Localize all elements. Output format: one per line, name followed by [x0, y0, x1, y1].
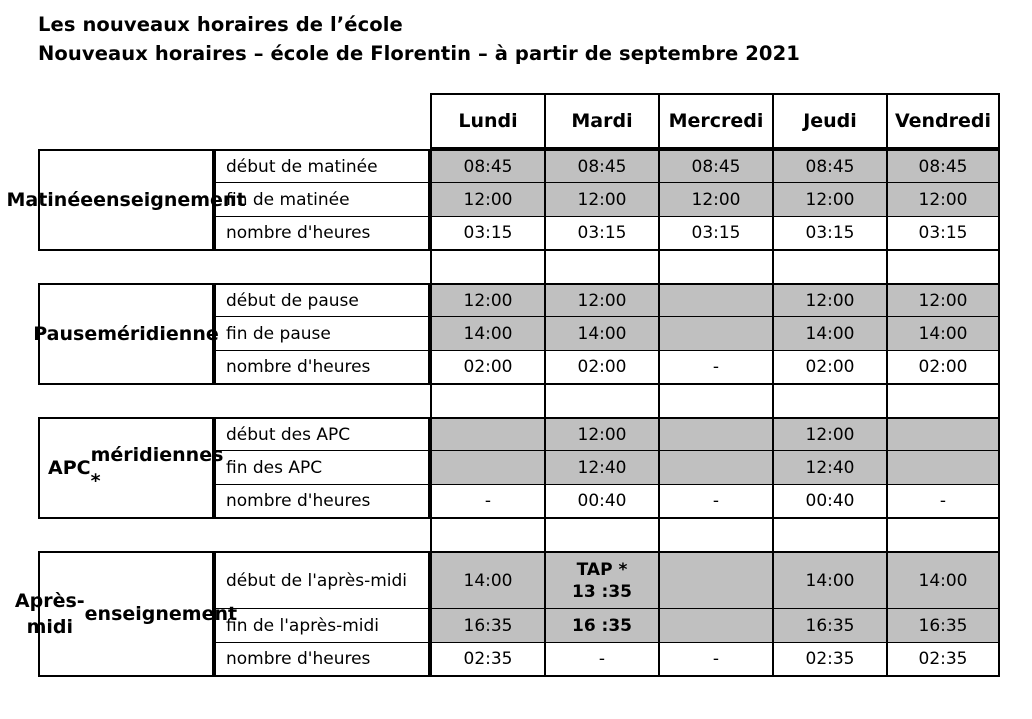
value-cell	[772, 217, 886, 251]
group-label-line-2: méridienne	[97, 323, 219, 345]
day-header-cell-vendredi	[886, 93, 1000, 149]
group-label-text	[38, 417, 224, 519]
value: -	[886, 485, 1000, 519]
block-spacer	[38, 251, 1000, 283]
value: 03:15	[886, 217, 1000, 251]
value-cell	[772, 317, 886, 351]
value-cell	[544, 317, 658, 351]
value-cell	[772, 643, 886, 677]
value-cell	[658, 451, 772, 485]
value-group	[772, 551, 886, 609]
value: 12:00	[430, 283, 544, 317]
table-row	[38, 283, 1000, 317]
value-cell	[772, 351, 886, 385]
group-label-apc	[38, 417, 224, 519]
spacer-cell	[658, 251, 772, 283]
value-cell	[658, 609, 772, 643]
value	[886, 451, 1000, 485]
group-label-text	[6, 149, 246, 251]
value: 12:00	[886, 283, 1000, 317]
value-cell	[544, 551, 658, 609]
spacer-cell	[38, 385, 214, 417]
row-label-cell	[214, 149, 430, 183]
value: 12:00	[772, 283, 886, 317]
group-label-line-1: Pause	[33, 323, 98, 345]
value	[658, 317, 772, 351]
value: 14:00	[544, 317, 658, 351]
value: 12:00	[658, 183, 772, 217]
value-cell	[430, 183, 544, 217]
value: 16:35	[886, 609, 1000, 643]
day-header-cell-jeudi	[772, 93, 886, 149]
value: 12:40	[544, 451, 658, 485]
group-label-text	[14, 551, 238, 677]
row-label: fin de matinée	[214, 183, 430, 217]
header-spacer-label	[38, 93, 214, 149]
value: 02:00	[886, 351, 1000, 385]
value-cell	[430, 317, 544, 351]
row-label: nombre d'heures	[214, 643, 430, 677]
spacer-cell	[214, 519, 430, 551]
value-cell	[658, 317, 772, 351]
row-label-cell	[214, 417, 430, 451]
value-cell	[544, 485, 658, 519]
schedule-table	[6, 93, 1000, 677]
value-cell	[658, 217, 772, 251]
value: 14:00	[918, 570, 968, 591]
spacer-cell	[772, 251, 886, 283]
value-cell	[658, 485, 772, 519]
value: -	[658, 351, 772, 385]
value-cell	[430, 485, 544, 519]
value-cell	[772, 485, 886, 519]
value: 03:15	[772, 217, 886, 251]
day-header-label: Mardi	[544, 93, 658, 149]
spacer-cell	[658, 519, 772, 551]
row-label-cell	[214, 317, 430, 351]
day-header-cell-mardi	[544, 93, 658, 149]
value: 12:00	[544, 417, 658, 451]
value-cell	[658, 551, 772, 609]
row-label-cell	[214, 351, 430, 385]
spacer-cell	[886, 385, 1000, 417]
schedule-table-body	[6, 93, 1000, 677]
value: 12:00	[772, 183, 886, 217]
table-row	[38, 551, 1000, 609]
value: 14:00	[886, 317, 1000, 351]
value-cell	[430, 643, 544, 677]
table-row	[38, 149, 1000, 183]
spacer-cell	[658, 385, 772, 417]
spacer-cell	[886, 251, 1000, 283]
value-group	[886, 551, 1000, 609]
value: 13 :35	[571, 581, 633, 602]
value: -	[658, 643, 772, 677]
value-cell	[886, 351, 1000, 385]
value-cell	[772, 149, 886, 183]
value-cell	[544, 609, 658, 643]
value-cell	[544, 451, 658, 485]
row-label: fin de pause	[214, 317, 430, 351]
value-cell	[544, 149, 658, 183]
spacer-cell	[772, 385, 886, 417]
value-cell	[544, 217, 658, 251]
group-label-line-2: enseignement	[93, 189, 246, 211]
value: 12:00	[886, 183, 1000, 217]
row-label: nombre d'heures	[214, 351, 430, 385]
value-cell	[772, 551, 886, 609]
value-cell	[886, 417, 1000, 451]
day-header-label: Lundi	[430, 93, 544, 149]
day-header-label: Vendredi	[886, 93, 1000, 149]
row-label: fin de l'après-midi	[214, 609, 430, 643]
value: 16:35	[772, 609, 886, 643]
value: 14:00	[463, 570, 513, 591]
value-cell	[886, 317, 1000, 351]
value-cell	[772, 283, 886, 317]
value-cell	[886, 551, 1000, 609]
value-cell	[886, 283, 1000, 317]
value-cell	[658, 643, 772, 677]
row-label: début de l'après-midi	[214, 551, 430, 609]
spacer-cell	[886, 519, 1000, 551]
value-cell	[544, 283, 658, 317]
value: 14:00	[430, 317, 544, 351]
spacer-cell	[214, 385, 430, 417]
value-group	[544, 551, 658, 609]
value-group	[430, 551, 544, 609]
value-group	[658, 551, 772, 609]
value-cell	[430, 217, 544, 251]
value	[658, 283, 772, 317]
value: 08:45	[772, 149, 886, 183]
group-label-matinee	[6, 149, 246, 251]
value-cell	[772, 609, 886, 643]
row-label: début des APC	[214, 417, 430, 451]
value-cell	[544, 183, 658, 217]
document-title-block	[38, 10, 1004, 68]
value	[658, 417, 772, 451]
value-cell	[430, 149, 544, 183]
value	[658, 609, 772, 643]
group-label-line-2: enseignement	[84, 603, 238, 625]
row-label-cell	[214, 283, 430, 317]
value: 02:00	[430, 351, 544, 385]
row-label-cell	[214, 643, 430, 677]
value-cell	[430, 351, 544, 385]
row-label: début de matinée	[214, 149, 430, 183]
group-label-apres-midi	[14, 551, 238, 677]
day-header-label: Jeudi	[772, 93, 886, 149]
value-cell	[886, 643, 1000, 677]
value-cell	[544, 417, 658, 451]
value-cell	[886, 609, 1000, 643]
value	[658, 451, 772, 485]
value	[886, 417, 1000, 451]
group-label-line-1: Matinée	[6, 189, 94, 211]
spacer-cell	[38, 251, 214, 283]
row-label-cell	[214, 451, 430, 485]
value-cell	[658, 351, 772, 385]
value: 12:00	[772, 417, 886, 451]
value: 12:40	[772, 451, 886, 485]
day-header-row	[38, 93, 1000, 149]
value: 12:00	[430, 183, 544, 217]
group-label-line-1: APC	[48, 457, 91, 479]
value-cell	[544, 643, 658, 677]
row-label-cell	[214, 217, 430, 251]
value: -	[658, 485, 772, 519]
day-header-cell-lundi	[430, 93, 544, 149]
value-cell	[430, 417, 544, 451]
table-row	[38, 417, 1000, 451]
row-label: début de pause	[214, 283, 430, 317]
row-label: fin des APC	[214, 451, 430, 485]
value-cell	[430, 551, 544, 609]
day-header-label: Mercredi	[658, 93, 772, 149]
value-cell	[544, 351, 658, 385]
value-cell	[430, 451, 544, 485]
value: 03:15	[430, 217, 544, 251]
value-cell	[886, 485, 1000, 519]
spacer-cell	[430, 519, 544, 551]
spacer-cell	[430, 251, 544, 283]
value	[430, 451, 544, 485]
value: 14:00	[805, 570, 855, 591]
value: 12:00	[544, 283, 658, 317]
value	[430, 417, 544, 451]
value: 08:45	[544, 149, 658, 183]
block-spacer	[38, 385, 1000, 417]
value-cell	[772, 451, 886, 485]
group-label-pause	[33, 283, 219, 385]
row-label-cell	[214, 551, 430, 609]
spacer-cell	[544, 385, 658, 417]
group-label-text	[33, 283, 219, 385]
value-cell	[658, 149, 772, 183]
spacer-cell	[214, 251, 430, 283]
value-cell	[886, 149, 1000, 183]
value: 12:00	[544, 183, 658, 217]
spacer-cell	[544, 251, 658, 283]
value-cell	[430, 609, 544, 643]
value-cell	[772, 183, 886, 217]
value: 03:15	[544, 217, 658, 251]
row-label-cell	[214, 485, 430, 519]
value: 00:40	[544, 485, 658, 519]
group-label-line-1: Après-midi	[14, 590, 85, 638]
value: 14:00	[772, 317, 886, 351]
value-cell	[430, 283, 544, 317]
group-label-line-2: méridiennes *	[90, 444, 224, 492]
value-cell	[886, 183, 1000, 217]
value: 02:35	[772, 643, 886, 677]
value: 08:45	[658, 149, 772, 183]
value: 02:35	[886, 643, 1000, 677]
value: 02:35	[430, 643, 544, 677]
value-cell	[658, 183, 772, 217]
day-header-cell-mercredi	[658, 93, 772, 149]
value: 03:15	[658, 217, 772, 251]
value: -	[430, 485, 544, 519]
value-cell	[658, 417, 772, 451]
block-spacer	[38, 519, 1000, 551]
value: 00:40	[772, 485, 886, 519]
value: 02:00	[544, 351, 658, 385]
spacer-cell	[38, 519, 214, 551]
value-cell	[658, 283, 772, 317]
page-title-line-2: Nouveaux horaires – école de Florentin – à partir de septembre 2021	[38, 42, 800, 65]
row-label-cell	[214, 183, 430, 217]
value: 08:45	[886, 149, 1000, 183]
value: 16 :35	[544, 609, 658, 643]
spacer-cell	[772, 519, 886, 551]
value-cell	[886, 451, 1000, 485]
value-cell	[886, 217, 1000, 251]
row-label: nombre d'heures	[214, 217, 430, 251]
value-cell	[772, 417, 886, 451]
value: -	[544, 643, 658, 677]
header-spacer-rowlabel	[214, 93, 430, 149]
row-label-cell	[214, 609, 430, 643]
page-title-line-1: Les nouveaux horaires de l’école	[38, 13, 403, 36]
row-label: nombre d'heures	[214, 485, 430, 519]
value: 02:00	[772, 351, 886, 385]
value: 16:35	[430, 609, 544, 643]
value: 08:45	[430, 149, 544, 183]
value-note: TAP *	[576, 559, 628, 580]
spacer-cell	[544, 519, 658, 551]
spacer-cell	[430, 385, 544, 417]
